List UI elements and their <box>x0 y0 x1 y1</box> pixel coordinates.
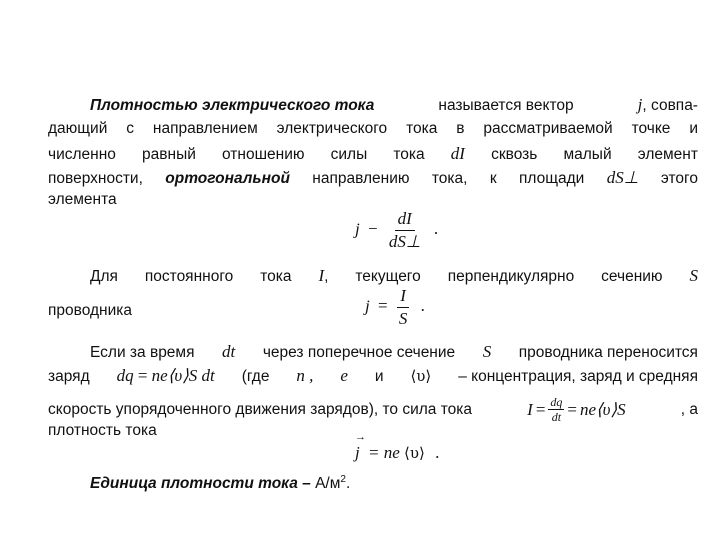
dc-line-2: проводника <box>48 302 132 319</box>
fraction-denominator: dS⊥ <box>388 231 421 251</box>
symbol-S: S <box>689 266 698 285</box>
word: точке <box>631 120 671 137</box>
word: тока <box>260 268 292 285</box>
formula-current <box>527 396 625 423</box>
word: с <box>126 120 134 137</box>
def-line-2 <box>48 120 698 138</box>
formula-eq: = ne <box>367 443 400 462</box>
unit-line <box>90 474 350 493</box>
term-current-density: Плотностью электрического тока <box>90 97 375 114</box>
formula-j-I-S <box>365 287 425 328</box>
symbol-S: S <box>482 342 492 361</box>
charge-line-3 <box>48 396 698 423</box>
charge-line-1 <box>90 342 698 362</box>
fraction-denominator: S <box>398 308 408 328</box>
symbol-e: e <box>340 366 348 385</box>
formula-lhs: j <box>365 296 370 316</box>
word: и <box>689 120 698 137</box>
word: равный <box>142 146 196 163</box>
text: через поперечное сечение <box>262 344 456 361</box>
dc-line-1 <box>90 266 698 286</box>
word: дающий <box>48 120 108 137</box>
word: в <box>456 120 465 137</box>
def-line-5: элемента <box>48 191 117 208</box>
formula-end: . <box>435 443 440 462</box>
def-line-4 <box>48 168 698 188</box>
eq: = <box>567 399 577 419</box>
text: проводника переносится <box>518 344 698 361</box>
word: перпендикулярно <box>447 268 575 285</box>
symbol-j: j <box>637 95 643 114</box>
word: , <box>324 268 329 285</box>
current-rhs: ne⟨υ⟩S <box>580 399 626 419</box>
word: сквозь <box>491 146 538 163</box>
formula-end: . <box>433 219 439 239</box>
term-unit: Единица плотности тока <box>90 475 298 493</box>
formula-j-dI-dS <box>355 210 438 251</box>
word: электрического <box>276 120 388 137</box>
word: направлению <box>312 170 410 187</box>
word: Для <box>90 268 118 285</box>
fraction-numerator: I <box>397 287 409 308</box>
word: постоянного <box>144 268 234 285</box>
def-line-1 <box>90 95 698 115</box>
symbol-n: n , <box>296 366 314 385</box>
fraction-numerator: dI <box>395 210 415 231</box>
text: (где <box>241 368 270 385</box>
formula-end: . <box>420 296 425 316</box>
word: малый <box>563 146 612 163</box>
symbol-dt: dt <box>222 342 236 361</box>
text: и <box>374 368 384 385</box>
vector-j: → j <box>355 443 360 463</box>
fraction <box>386 210 424 251</box>
unit-end: . <box>345 475 351 493</box>
word: сечению <box>601 268 663 285</box>
formula-lhs: j <box>355 219 360 239</box>
def-line-3 <box>48 144 698 164</box>
text: – концентрация, заряд и средняя <box>458 368 698 385</box>
formula-op: = <box>377 296 388 316</box>
symbol-I: I <box>527 399 533 419</box>
text: Если за время <box>90 344 195 361</box>
dq-eq: = <box>137 366 148 385</box>
word: отношению <box>222 146 305 163</box>
unit-value: А/м <box>315 475 341 493</box>
symbol-dI: dI <box>450 144 465 163</box>
word: тока, <box>431 170 468 187</box>
fraction <box>396 287 411 328</box>
unit-dash: – <box>297 475 316 493</box>
symbol-dS-perp: dS⊥ <box>606 168 639 187</box>
word: поверхности, <box>48 170 143 187</box>
def-text-1: называется вектор <box>438 97 574 114</box>
word: направлением <box>152 120 258 137</box>
word: элемент <box>637 146 698 163</box>
symbol-avg-velocity: ⟨υ⟩ <box>410 367 432 385</box>
term-orthogonal: ортогональной <box>165 170 290 187</box>
vector-avg-velocity: ⟨υ⟩ <box>404 444 425 462</box>
formula-dq <box>117 366 215 386</box>
fraction-numerator: dq <box>550 395 563 409</box>
dq-lhs: dq <box>116 366 134 385</box>
fraction-dq-dt <box>548 396 564 423</box>
charge-line-2 <box>48 366 698 386</box>
symbol-I: I <box>318 266 325 285</box>
fraction-denominator: dt <box>551 410 562 424</box>
text: скорость упорядоченного движения зарядов), то сила тока <box>48 400 473 418</box>
word: этого <box>660 170 698 187</box>
unit-exponent: 2 <box>340 474 346 485</box>
charge-line-4: плотность тока <box>48 422 157 439</box>
text: заряд <box>48 368 90 385</box>
dq-rhs: ne⟨υ⟩S dt <box>151 366 215 385</box>
word: площади <box>519 170 585 187</box>
word: силы <box>330 146 368 163</box>
word: тока <box>406 120 438 137</box>
word: численно <box>48 146 116 163</box>
word: текущего <box>355 268 421 285</box>
word: к <box>489 170 497 187</box>
def-text-1b: , совпа- <box>642 97 698 114</box>
eq: = <box>535 399 546 419</box>
formula-op: − <box>367 219 378 239</box>
word: рассматриваемой <box>483 120 613 137</box>
word: тока <box>393 146 425 163</box>
formula-j-vector <box>355 443 439 463</box>
text: , а <box>680 400 698 418</box>
